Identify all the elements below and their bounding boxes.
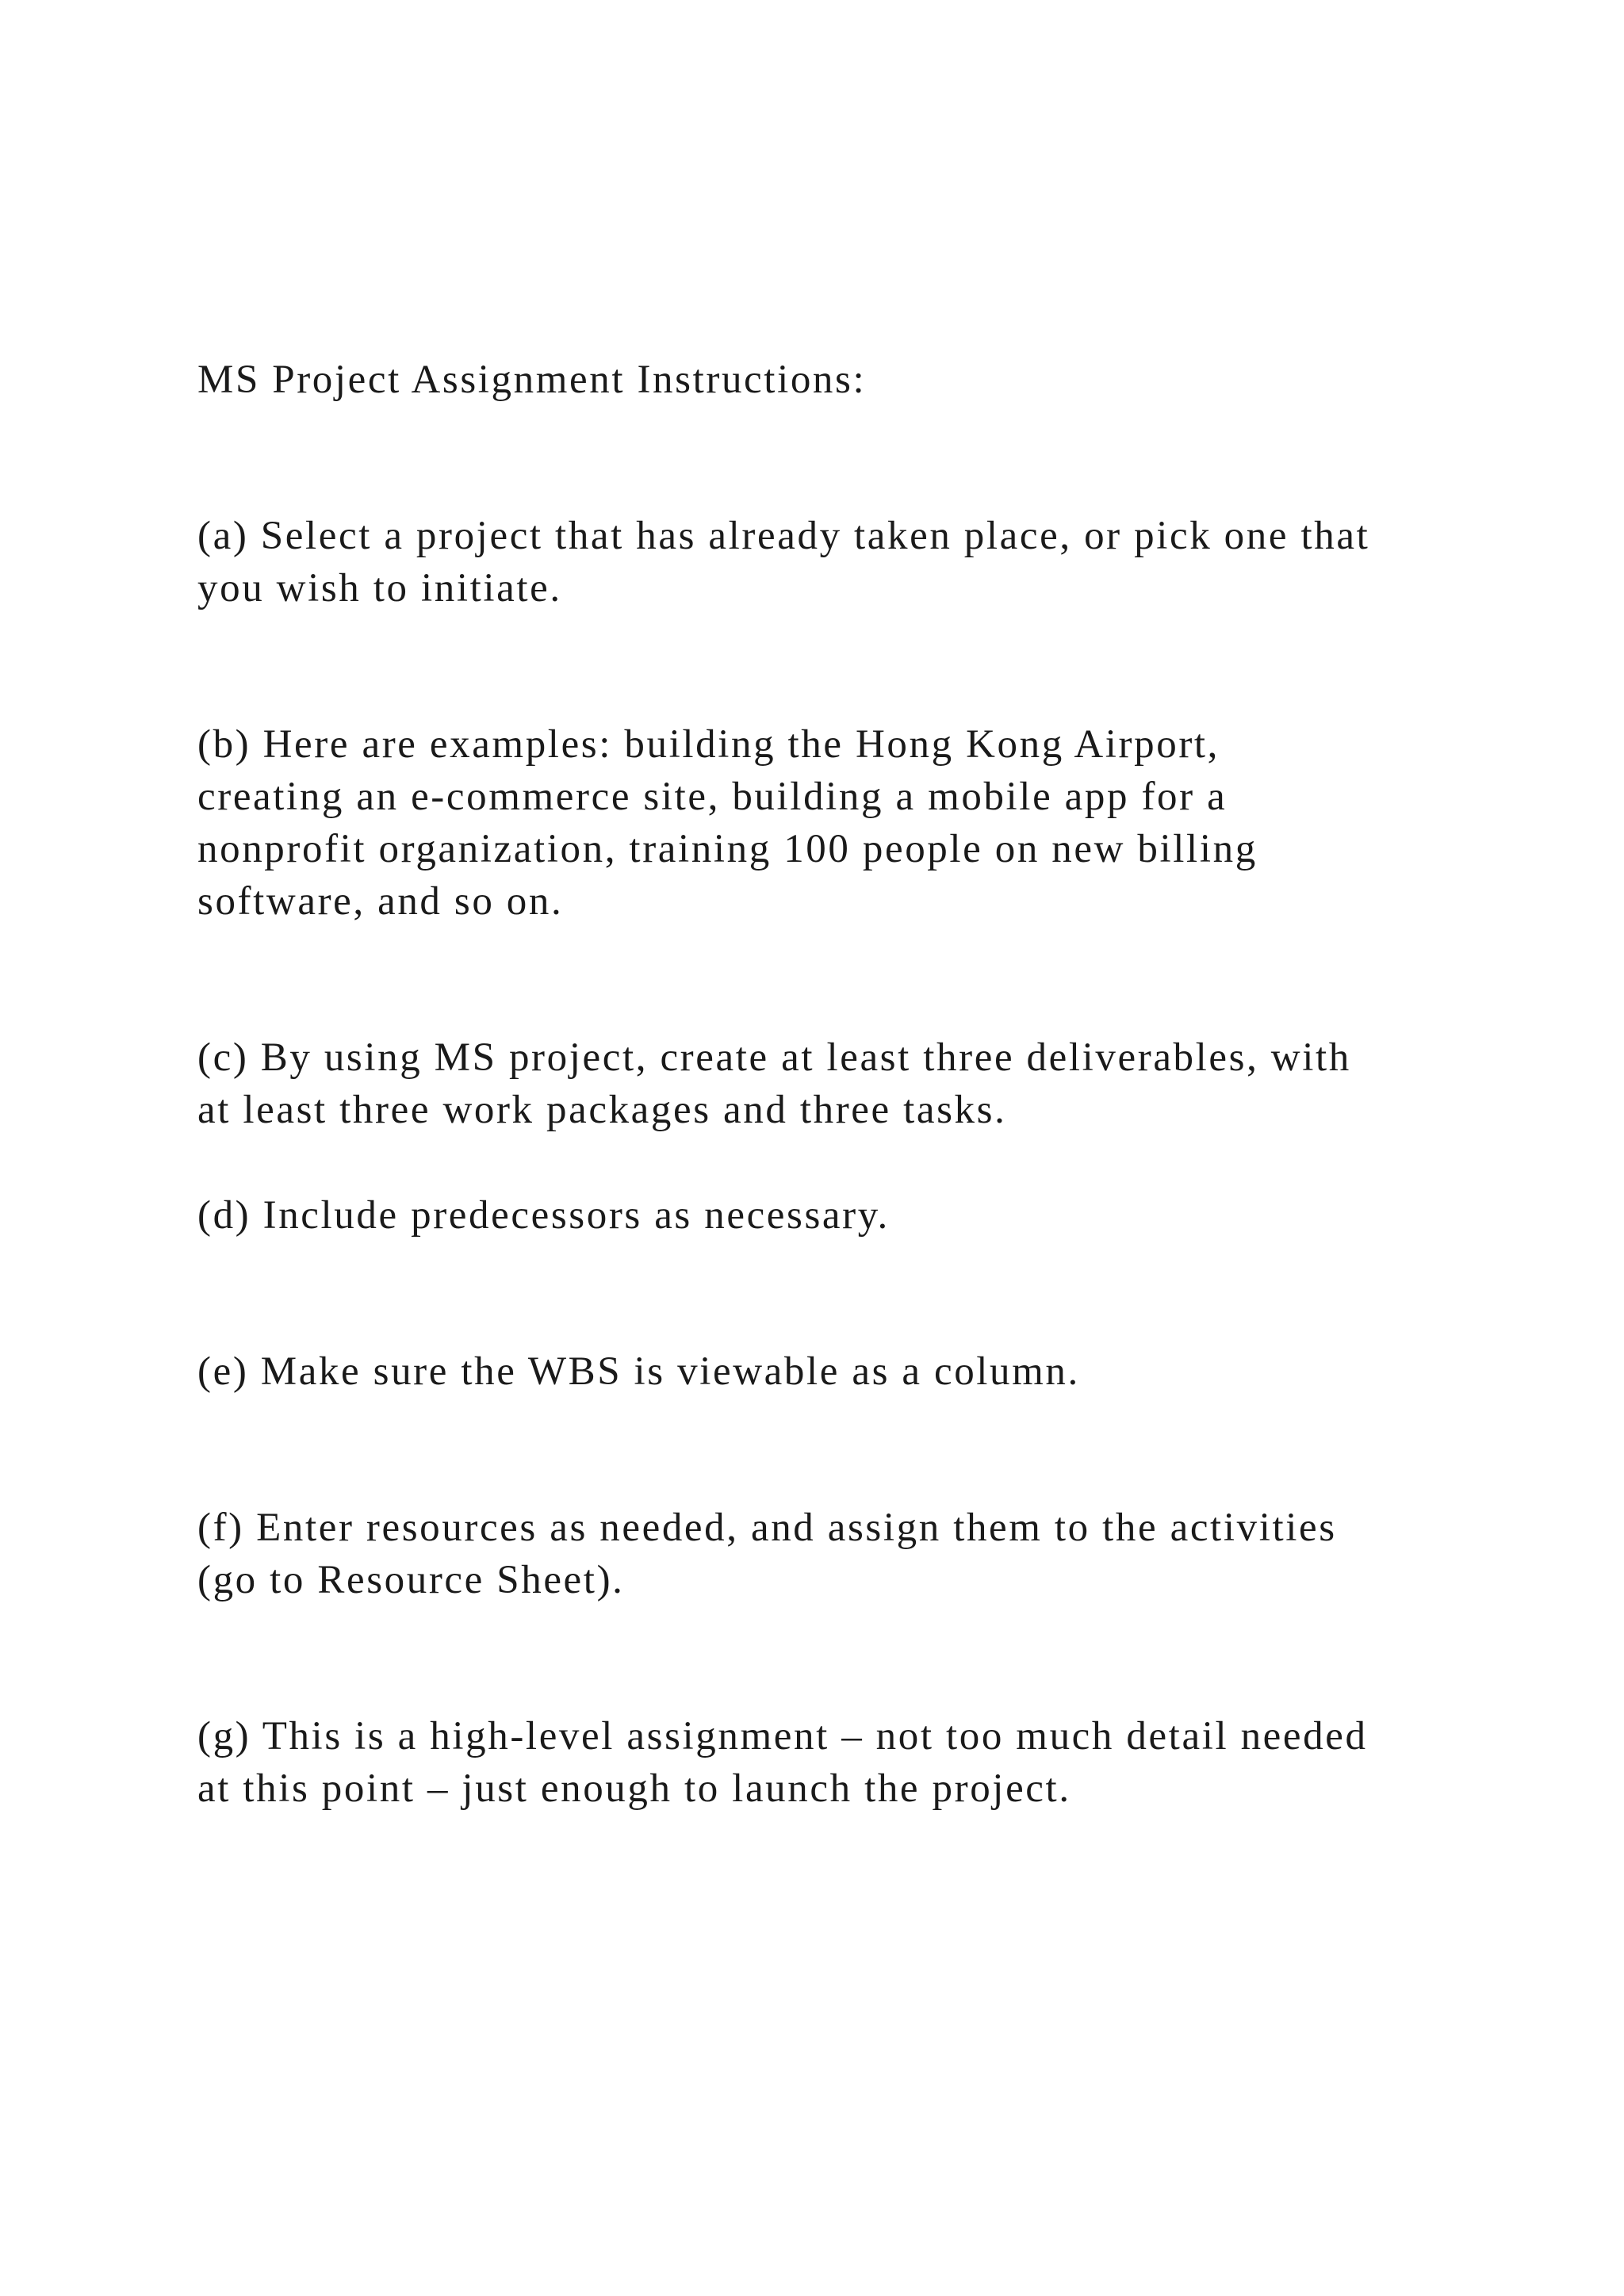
item-b-line-4: software, and so on.	[197, 879, 564, 924]
item-g-line-2: at this point – just enough to launch the project.	[197, 1766, 1071, 1811]
item-d-line-1: (d) Include predecessors as necessary.	[197, 1193, 890, 1238]
item-e-line-1: (e) Make sure the WBS is viewable as a column.	[197, 1349, 1080, 1394]
item-b-line-2: creating an e-commerce site, building a mobile app for a	[197, 775, 1228, 819]
item-c-line-1: (c) By using MS project, create at least three deliverables, with	[197, 1035, 1351, 1080]
item-b-line-3: nonprofit organization, training 100 people on new billing	[197, 827, 1258, 871]
item-a-line-2: you wish to initiate.	[197, 566, 562, 610]
item-c-line-2: at least three work packages and three tasks.	[197, 1088, 1007, 1132]
item-g-line-1: (g) This is a high-level assignment – not too much detail needed	[197, 1714, 1368, 1758]
item-b-line-1: (b) Here are examples: building the Hong Kong Airport,	[197, 722, 1220, 767]
item-f-line-2: (go to Resource Sheet).	[197, 1558, 625, 1602]
document-title: MS Project Assignment Instructions:	[197, 358, 867, 402]
item-a-line-1: (a) Select a project that has already taken place, or pick one that	[197, 514, 1370, 558]
item-f-line-1: (f) Enter resources as needed, and assign them to the activities	[197, 1506, 1337, 1550]
